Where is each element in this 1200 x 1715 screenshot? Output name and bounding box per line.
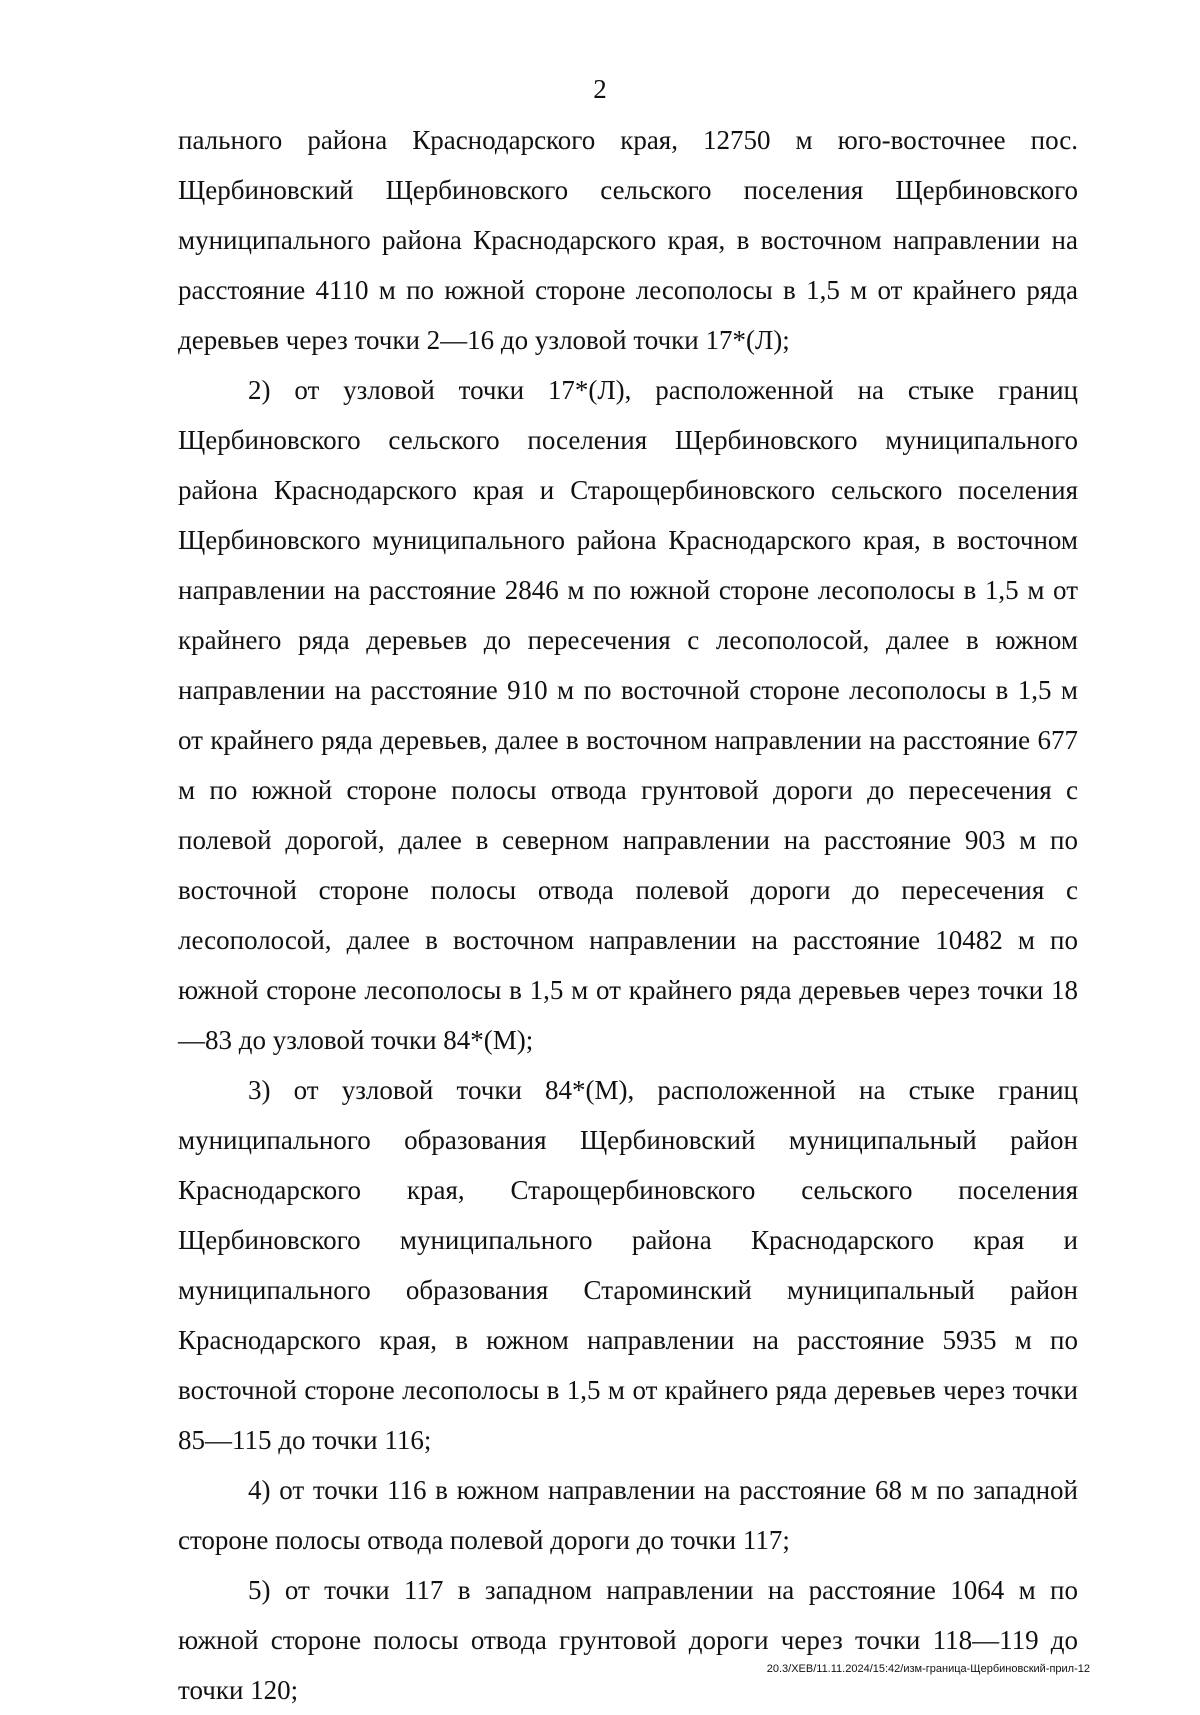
paragraph-item-5: 5) от точки 117 в западном направлении на расстояние 1064 м по южной стороне полосы отвода грунтовой дороги через точки 118—119 до точки 120; <box>178 1575 1078 1705</box>
paragraph-continuation: пального района Краснодарского края, 12750 м юго-восточнее пос. Щербиновский Щербиновского сельского поселения Щербиновского муниципального района Краснодарского края, в восточном направлении на расстояние 4110 м по южной стороне лесополосы в 1,5 м от крайнего ряда деревьев через точки 2—16 до узловой точки 17*(Л); <box>178 125 1078 355</box>
paragraph-item-4: 4) от точки 116 в южном направлении на расстояние 68 м по западной стороне полосы отвода полевой дороги до точки 117; <box>178 1475 1078 1555</box>
page-number: 2 <box>593 74 607 104</box>
document-footer-code: 20.3/ХЕВ/11.11.2024/15:42/изм-граница-Щербиновский-прил-12 <box>766 1663 1090 1675</box>
paragraph-item-2: 2) от узловой точки 17*(Л), расположенной на стыке границ Щербиновского сельского поселения Щербиновского муниципального района Краснодарского края и Старощербиновского сельского поселения Щербиновского муниципального района Краснодарского края, в восточном направлении на расстояние 2846 м по южной стороне лесополосы в 1,5 м от крайнего ряда деревьев до пересечения с лесополосой, далее в южном направлении на расстояние 910 м по восточной стороне лесополосы в 1,5 м от крайнего ряда деревьев, далее в восточном направлении на расстояние 677 м по южной стороне полосы отвода грунтовой дороги до пересечения с полевой дорогой, далее в северном направлении на расстояние 903 м по восточной стороне полосы отвода полевой дороги до пересечения с лесополосой, далее в восточном направлении на расстояние 10482 м по южной стороне лесополосы в 1,5 м от крайнего ряда деревьев через точки 18—83 до узловой точки 84*(М); <box>178 375 1078 1055</box>
paragraph-item-3: 3) от узловой точки 84*(М), расположенной на стыке границ муниципального образования Щербиновский муниципальный район Краснодарского края, Старощербиновского сельского поселения Щербиновского муниципального района Краснодарского края и муниципального образования Староминский муниципальный район Краснодарского края, в южном направлении на расстояние 5935 м по восточной стороне лесополосы в 1,5 м от крайнего ряда деревьев через точки 85—115 до точки 116; <box>178 1075 1078 1455</box>
document-body <box>178 115 1078 1715</box>
